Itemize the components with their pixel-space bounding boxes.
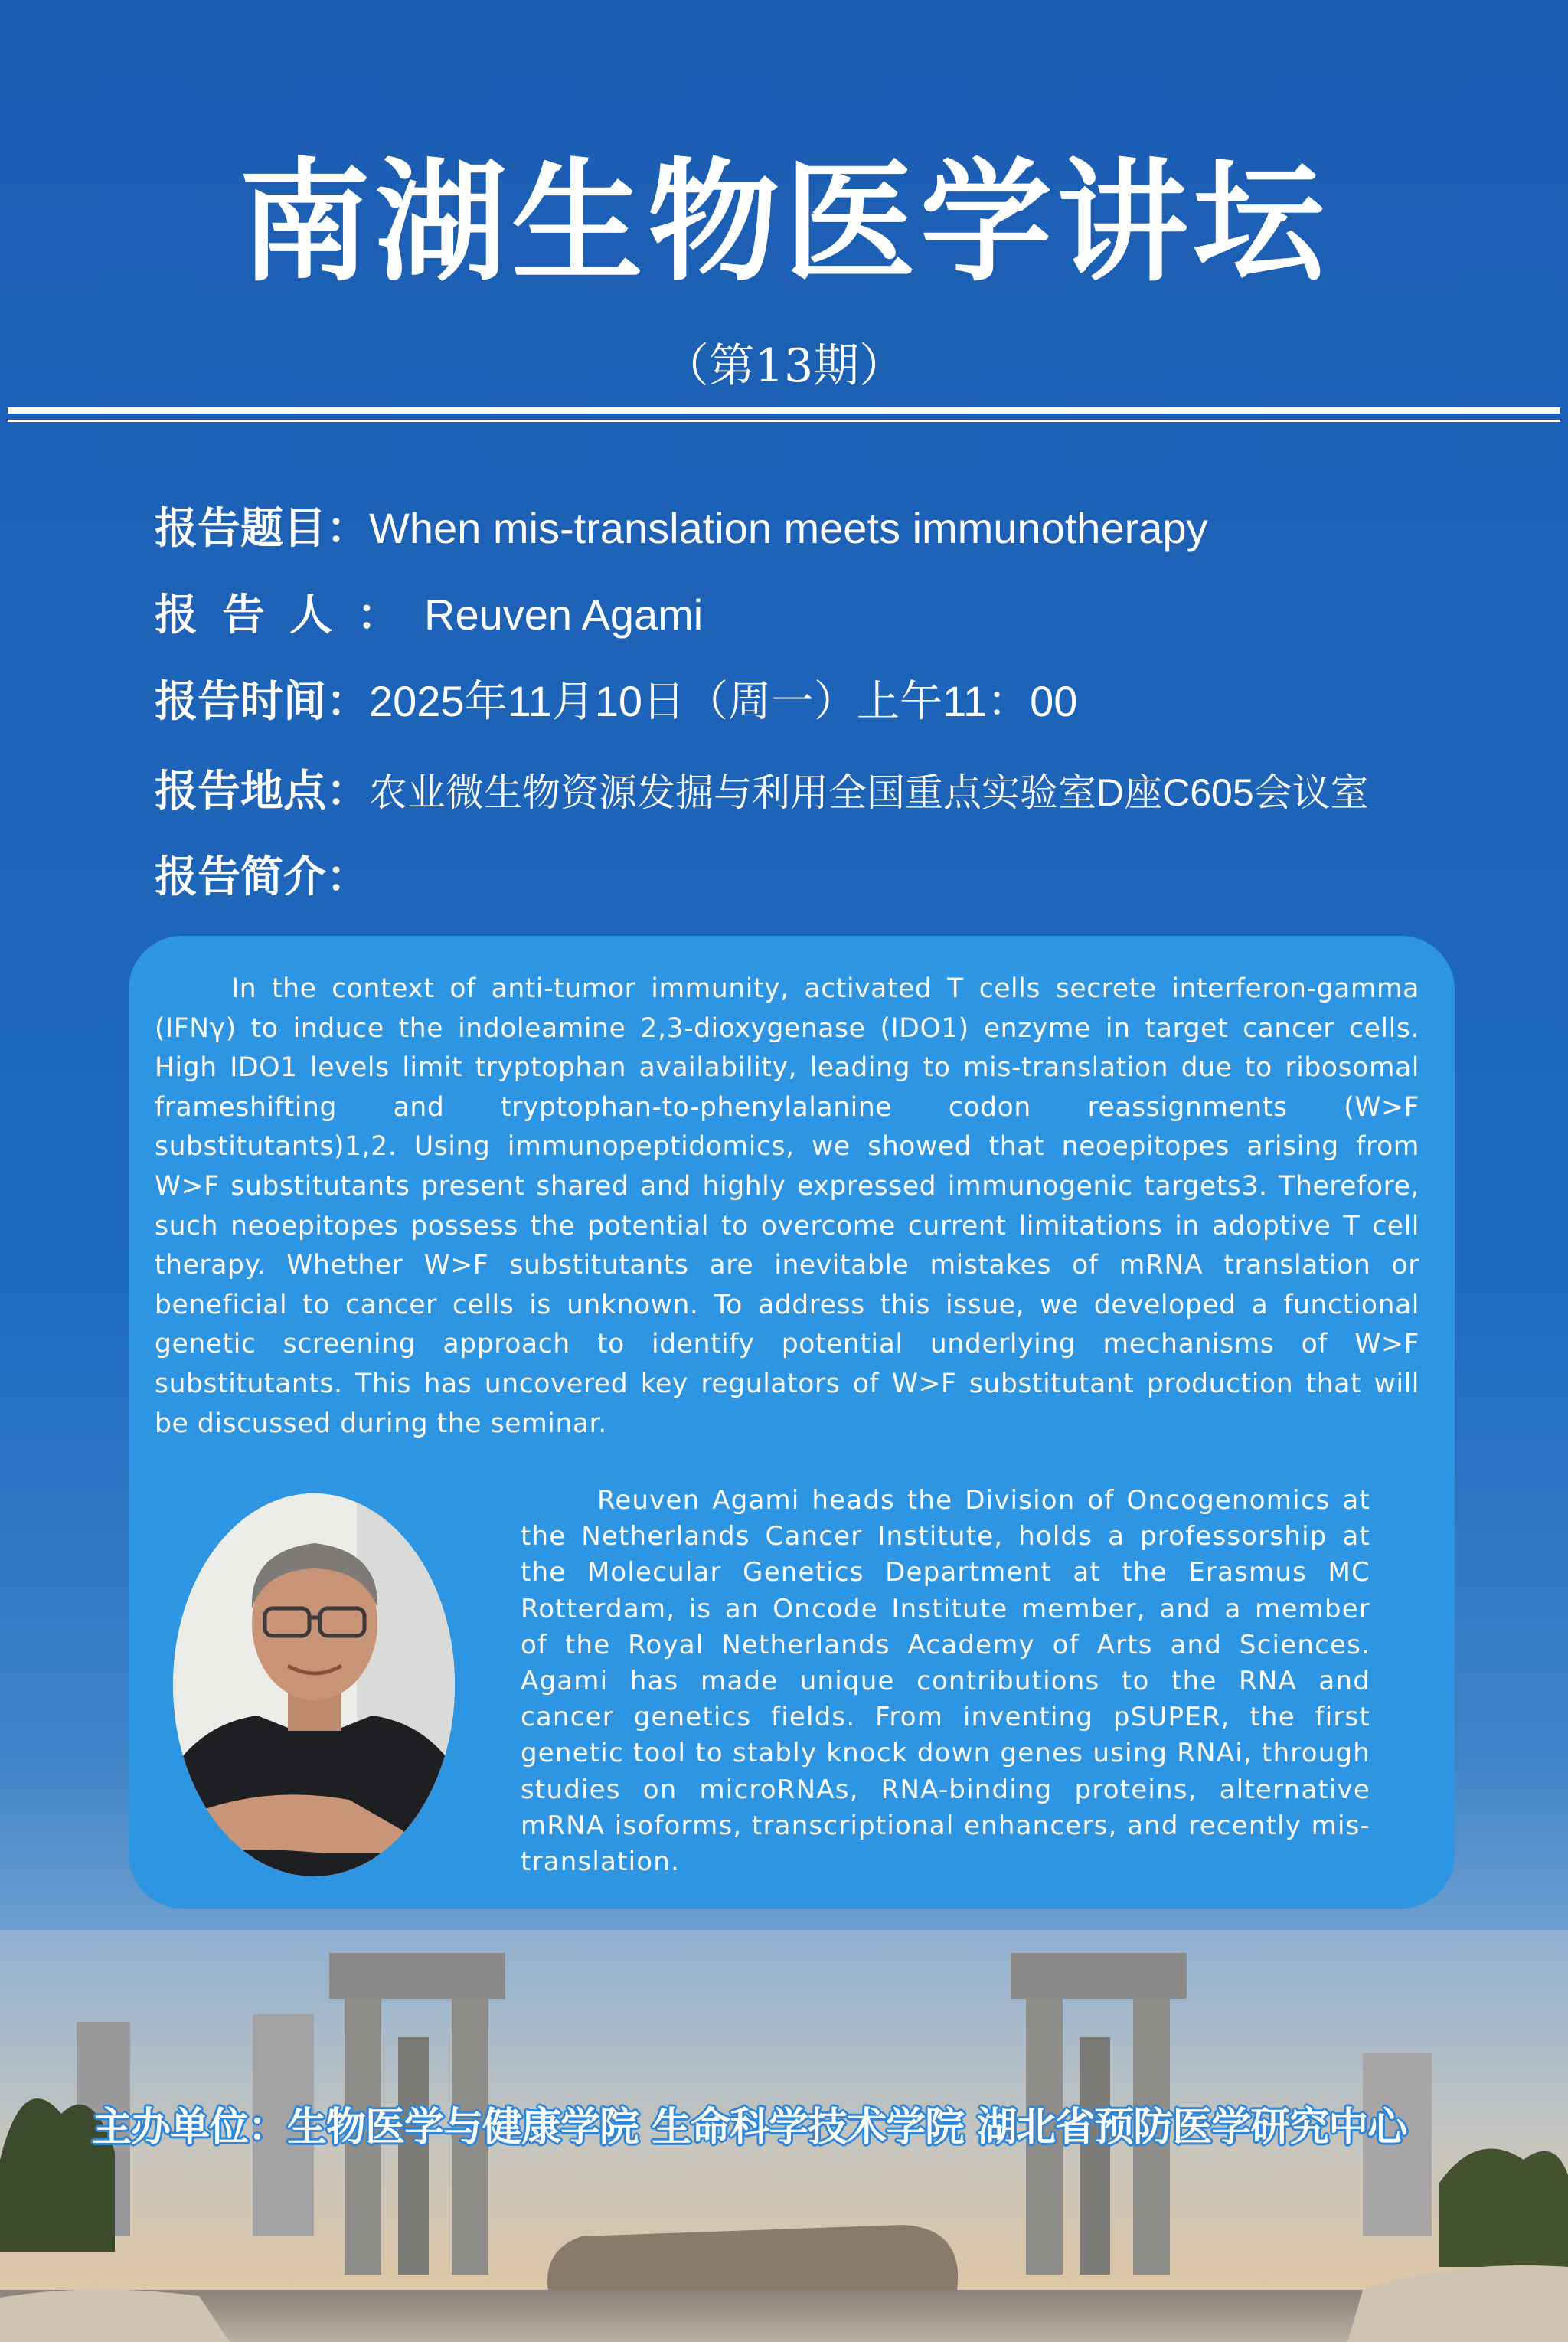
speaker-value: Reuven Agami (424, 590, 704, 639)
speaker-photo (173, 1493, 455, 1876)
topic-row (155, 498, 1208, 560)
divider-thick (8, 407, 1560, 414)
time-value: 2025年11月10日（周一）上午11：00 (369, 677, 1078, 725)
organizer-line: 主办单位：生物医学与健康学院 生命科学技术学院 湖北省预防医学研究中心 (92, 2105, 1407, 2151)
place-row (155, 761, 1369, 823)
time-label: 报告时间： (155, 677, 369, 727)
speaker-label: 报告人： (155, 590, 424, 640)
place-label: 报告地点： (155, 767, 369, 816)
poster-title: 南湖生物医学讲坛 (239, 144, 1329, 299)
speaker-row (155, 584, 703, 646)
divider-thin (8, 420, 1560, 422)
speaker-bio: Reuven Agami heads the Division of Oncogenomics at the Netherlands Cancer Institute, holds a professorship at the Molecular Genetics Department at the Erasmus MC Rotterdam, is an Oncode Institute member, and a member of the Royal Netherlands Academy of Arts and Sciences. Agami has made unique contributions to the RNA and cancer genetics fields. From inventing pSUPER, the first genetic tool to stably knock down genes using RNAi, through studies on microRNAs, RNA-binding proteins, alternative mRNA isoforms, transcriptional enhancers, and recently mis-translation. (521, 1485, 1370, 1878)
abstract-text: In the context of anti-tumor immunity, activated T cells secrete interferon-gamma (IFNγ) to induce the indoleamine 2,3-dioxygenase (IDO1) enzyme in target cancer cells. High IDO1 levels limit tryptophan availability, leading to mis-translation due to ribosomal frameshifting and tryptophan-to-phenylalanine codon reassignments (W>F substitutants)1,2. Using immunopeptidomics, we showed that neoepitopes arising from W>F substitutants present shared and highly expressed immunogenic targets3. Therefore, such neoepitopes possess the potential to overcome current limitations in adoptive T cell therapy. Whether W>F substitutants are inevitable mistakes of mRNA translation or beneficial to cancer cells is unknown. To address this issue, we developed a functional genetic screening approach to identify potential underlying mechanisms of W>F substitutants. This has uncovered key regulators of W>F substitutant production that will be discussed during the seminar. (155, 973, 1419, 1439)
topic-label: 报告题目： (155, 504, 369, 554)
time-row (155, 671, 1077, 733)
topic-value: When mis-translation meets immunotherapy (369, 504, 1208, 552)
place-value: 农业微生物资源发掘与利用全国重点实验室D座C605会议室 (369, 771, 1369, 814)
issue-number: （第13期） (662, 339, 906, 393)
intro-label: 报告简介： (155, 852, 369, 902)
speaker-portrait-image (173, 1493, 455, 1876)
intro-row (155, 847, 369, 908)
